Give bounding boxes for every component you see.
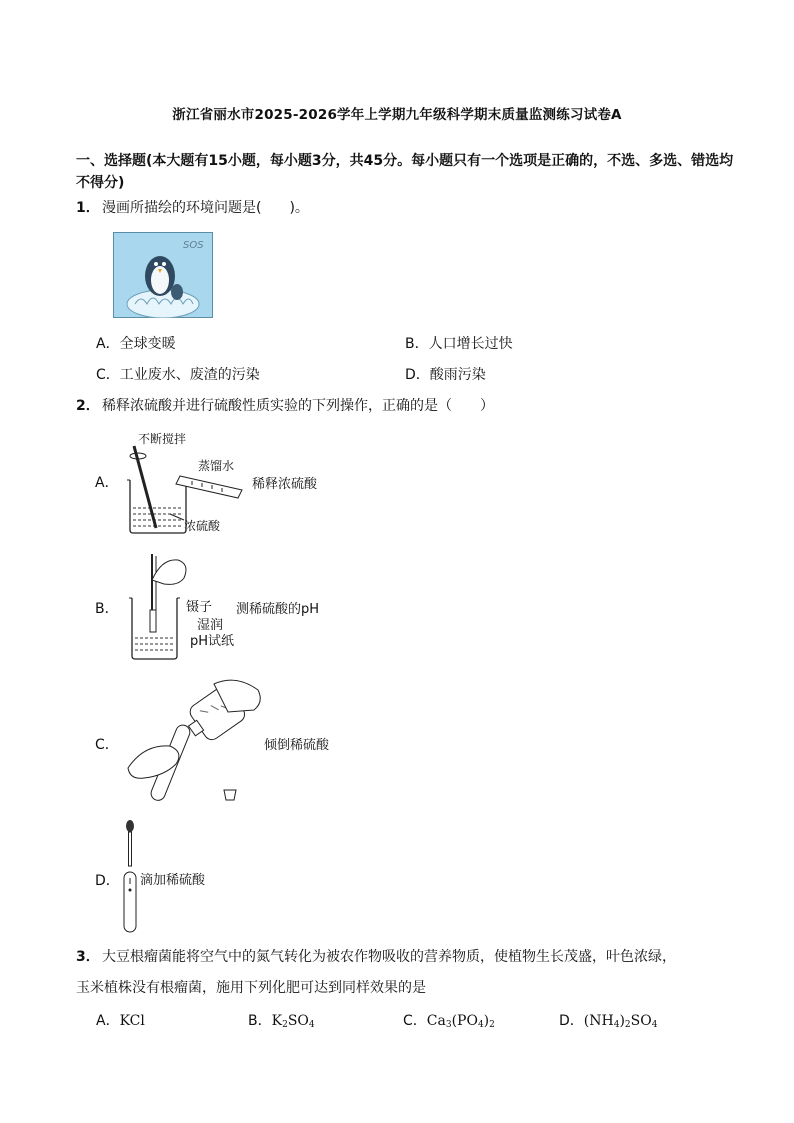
caption-d: 滴加稀硫酸 xyxy=(140,873,206,888)
sos-text: SOS xyxy=(183,240,204,251)
question-text-line1: 大豆根瘤菌能将空气中的氮气转化为被农作物吸收的营养物质，使植物生长茂盛，叶色浓绿， xyxy=(102,949,676,965)
question-1 xyxy=(76,197,309,217)
water-label: 蒸馏水 xyxy=(198,459,235,473)
pouring-diagram xyxy=(124,672,266,808)
question-number: 1． xyxy=(76,200,100,216)
q2-option-a-letter[interactable]: A． xyxy=(95,475,119,491)
q2-option-b-letter[interactable]: B． xyxy=(95,601,119,617)
exam-title: 浙江省丽水市2025-2026学年上学期九年级科学期末质量监测练习试卷A xyxy=(172,107,622,123)
question-number: 2． xyxy=(76,398,100,414)
q3-option-a[interactable]: A．KCl xyxy=(96,1013,145,1029)
stir-label: 不断搅拌 xyxy=(138,432,187,446)
acid-label: 浓硫酸 xyxy=(184,519,221,533)
q3-option-c[interactable]: C．$Ca_3(PO_4)_2$ xyxy=(403,1013,495,1030)
dropper-diagram xyxy=(118,818,142,934)
q3-option-d[interactable]: D．$(NH_4)_2SO_4$ xyxy=(559,1013,658,1030)
caption-b: 测稀硫酸的pH xyxy=(236,602,320,617)
ph-paper-label: pH试纸 xyxy=(190,634,235,649)
q1-option-b[interactable]: B．人口增长过快 xyxy=(405,336,513,352)
q1-option-a[interactable]: A．全球变暖 xyxy=(96,336,176,352)
tweezers-label: 镊子 xyxy=(186,600,213,615)
question-2 xyxy=(76,395,494,415)
question-3 xyxy=(76,946,676,966)
question-text: 漫画所描绘的环境问题是( )。 xyxy=(102,200,309,216)
question-number: 3． xyxy=(76,949,100,965)
question-text: 稀释浓硫酸并进行硫酸性质实验的下列操作，正确的是（ ） xyxy=(102,398,494,414)
q3-option-b[interactable]: B．$K_2SO_4$ xyxy=(248,1013,315,1030)
caption-c: 倾倒稀硫酸 xyxy=(264,738,330,753)
section-heading: 一、选择题(本大题有15小题，每小题3分，共45分。每小题只有一个选项是正确的，不选、多选、错选均不得分) xyxy=(76,153,734,191)
ph-test-diagram xyxy=(122,550,192,662)
cartoon-image xyxy=(113,232,213,318)
question-3-line2: 玉米植株没有根瘤菌，施用下列化肥可达到同样效果的是 xyxy=(76,980,426,996)
wet-label: 湿润 xyxy=(197,618,224,633)
q2-option-d-letter[interactable]: D． xyxy=(95,873,120,889)
q1-option-c[interactable]: C．工业废水、废渣的污染 xyxy=(96,367,260,383)
caption-a: 稀释浓硫酸 xyxy=(252,477,318,492)
q1-option-d[interactable]: D．酸雨污染 xyxy=(405,367,486,383)
q2-option-c-letter[interactable]: C． xyxy=(95,737,119,753)
